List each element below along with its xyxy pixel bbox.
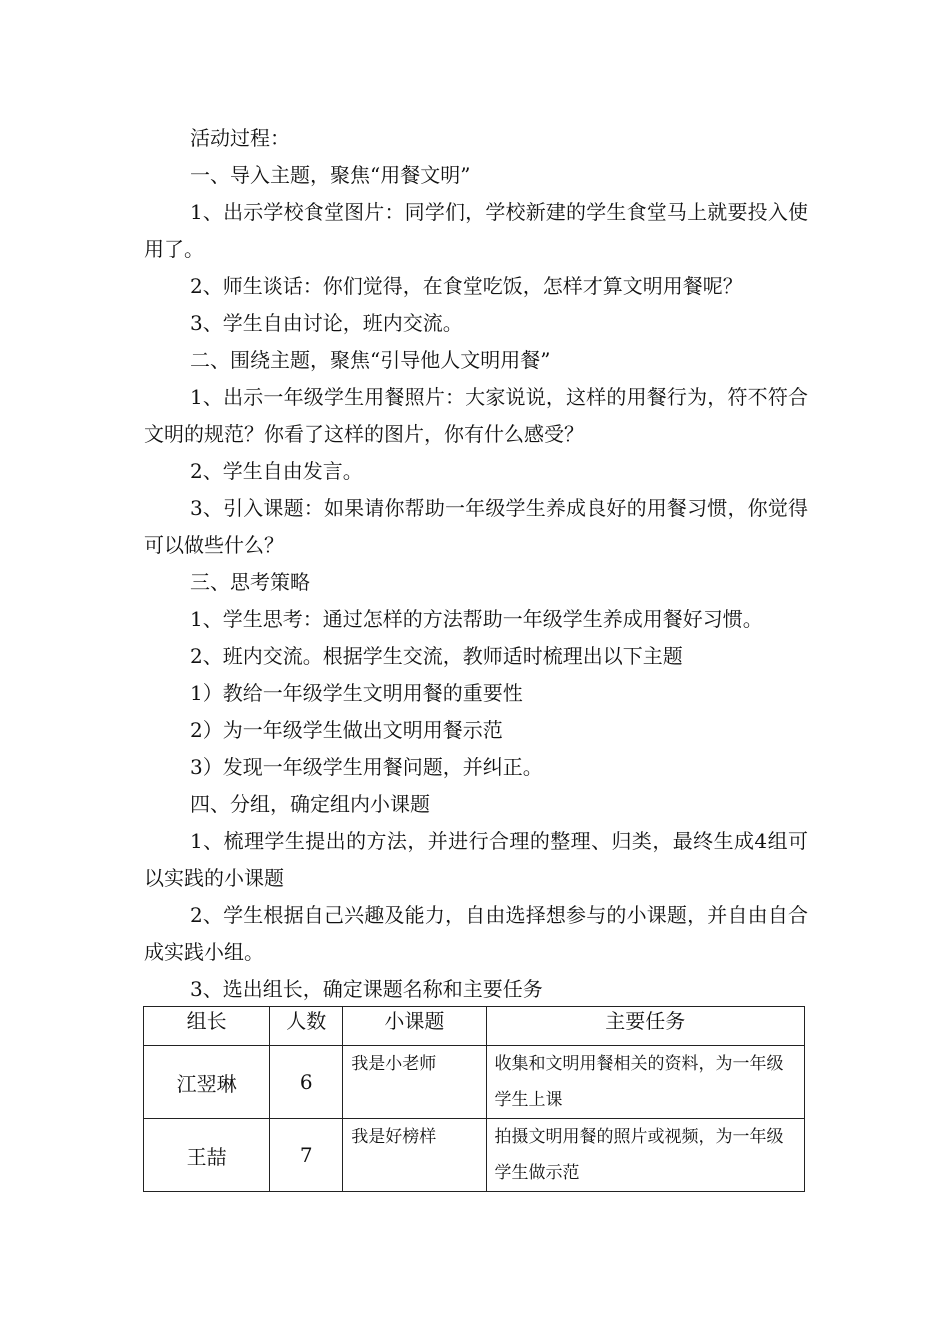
cell-task: 收集和文明用餐相关的资料，为一年级学生上课 <box>486 1046 805 1119</box>
paragraph: 2、班内交流。根据学生交流，教师适时梳理出以下主题 <box>190 644 683 668</box>
cell-task: 拍摄文明用餐的照片或视频，为一年级学生做示范 <box>486 1119 805 1192</box>
paragraph: 3、引入课题：如果请你帮助一年级学生养成良好的用餐习惯，你觉得可以做些什么？ <box>144 496 808 557</box>
header-task: 主要任务 <box>486 1007 805 1046</box>
heading-1: 一、导入主题，聚焦“用餐文明” <box>190 163 471 187</box>
cell-topic: 我是小老师 <box>343 1046 486 1119</box>
paragraph: 2、学生自由发言。 <box>190 459 363 483</box>
table-header-row <box>144 1007 805 1046</box>
heading-3: 三、思考策略 <box>190 570 310 594</box>
paragraph: 3、学生自由讨论，班内交流。 <box>190 311 463 335</box>
paragraph: 1、学生思考：通过怎样的方法帮助一年级学生养成用餐好习惯。 <box>190 607 763 631</box>
heading-4: 四、分组，确定组内小课题 <box>190 792 430 816</box>
header-leader: 组长 <box>144 1007 270 1046</box>
cell-topic: 我是好榜样 <box>343 1119 486 1192</box>
list-item: 1）教给一年级学生文明用餐的重要性 <box>190 681 523 705</box>
group-table <box>143 1006 805 1192</box>
heading-2: 二、围绕主题，聚焦“引导他人文明用餐” <box>190 348 551 372</box>
body-text <box>144 120 808 1008</box>
section-intro: 活动过程： <box>190 126 290 150</box>
table-row <box>144 1119 805 1192</box>
paragraph: 2、师生谈话：你们觉得，在食堂吃饭，怎样才算文明用餐呢？ <box>190 274 743 298</box>
paragraph: 2、学生根据自己兴趣及能力，自由选择想参与的小课题，并自由自合成实践小组。 <box>144 903 808 964</box>
table-row <box>144 1046 805 1119</box>
paragraph: 1、出示一年级学生用餐照片：大家说说，这样的用餐行为，符不符合文明的规范？你看了这样的图片，你有什么感受？ <box>144 385 808 446</box>
paragraph: 3、选出组长，确定课题名称和主要任务 <box>190 977 543 1001</box>
cell-count: 6 <box>270 1046 343 1119</box>
header-count: 人数 <box>270 1007 343 1046</box>
list-item: 3）发现一年级学生用餐问题，并纠正。 <box>190 755 543 779</box>
paragraph: 1、出示学校食堂图片：同学们，学校新建的学生食堂马上就要投入使用了。 <box>144 200 808 261</box>
cell-leader: 江翌琳 <box>144 1046 270 1119</box>
paragraph: 1、梳理学生提出的方法，并进行合理的整理、归类，最终生成4组可以实践的小课题 <box>144 829 808 890</box>
cell-leader: 王喆 <box>144 1119 270 1192</box>
header-topic: 小课题 <box>343 1007 486 1046</box>
cell-count: 7 <box>270 1119 343 1192</box>
list-item: 2）为一年级学生做出文明用餐示范 <box>190 718 503 742</box>
